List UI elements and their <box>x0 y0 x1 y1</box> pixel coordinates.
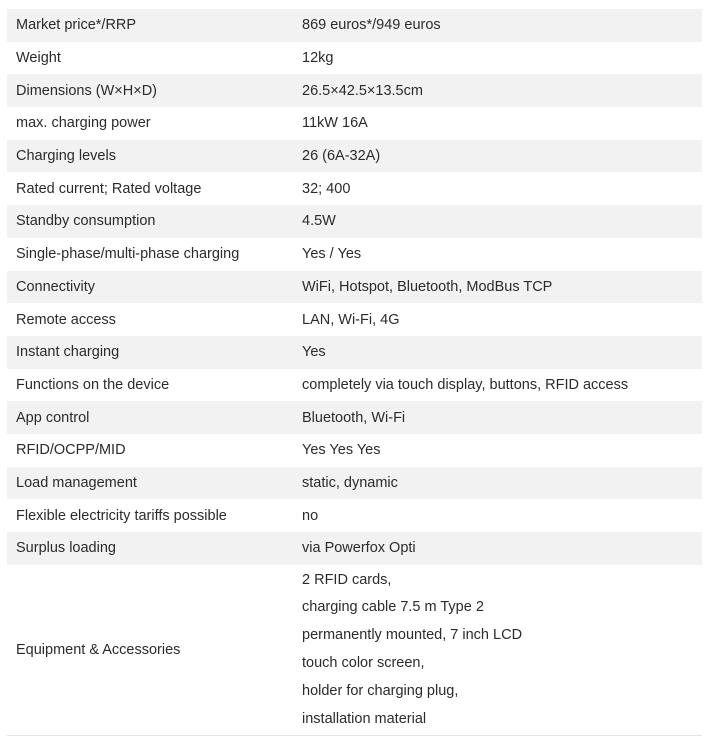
spec-value: 869 euros*/949 euros <box>302 17 441 34</box>
spec-label: Single-phase/multi-phase charging <box>16 246 240 263</box>
spec-label: Market price*/RRP <box>16 17 137 34</box>
spec-value: Bluetooth, Wi-Fi <box>302 409 406 426</box>
equipment-line: installation material <box>302 710 427 727</box>
spec-value: LAN, Wi-Fi, 4G <box>302 311 400 328</box>
spec-label: Equipment & Accessories <box>16 642 181 659</box>
spec-value: 12kg <box>302 50 334 67</box>
equipment-row <box>7 565 702 736</box>
spec-value: 26 (6A-32A) <box>302 148 381 165</box>
equipment-line: permanently mounted, 7 inch LCD <box>302 627 523 644</box>
spec-table <box>7 9 702 735</box>
spec-value: Yes <box>302 344 326 361</box>
table-row <box>7 336 702 369</box>
spec-label: Flexible electricity tariffs possible <box>16 507 227 524</box>
spec-value: Yes / Yes <box>302 246 362 263</box>
table-row <box>7 532 702 565</box>
spec-label: max. charging power <box>16 115 151 132</box>
equipment-value <box>293 565 702 736</box>
equipment-line: 2 RFID cards, <box>302 571 392 588</box>
table-row <box>7 303 702 336</box>
table-row <box>7 205 702 238</box>
table-row <box>7 238 702 271</box>
spec-value: no <box>302 507 319 524</box>
spec-value: completely via touch display, buttons, RFID access <box>302 376 629 393</box>
spec-label: Standby consumption <box>16 213 156 230</box>
table-row <box>7 369 702 402</box>
equipment-line: holder for charging plug, <box>302 682 459 699</box>
spec-value: 11kW 16A <box>302 115 368 132</box>
spec-label: Charging levels <box>16 148 116 165</box>
table-row <box>7 434 702 467</box>
table-row <box>7 271 702 304</box>
equipment-line: charging cable 7.5 m Type 2 <box>302 599 484 616</box>
spec-label: Rated current; Rated voltage <box>16 180 202 197</box>
spec-value: 32; 400 <box>302 180 351 197</box>
spec-value: WiFi, Hotspot, Bluetooth, ModBus TCP <box>302 278 553 295</box>
table-row <box>7 499 702 532</box>
spec-value: static, dynamic <box>302 474 398 491</box>
spec-label: Connectivity <box>16 278 95 295</box>
spec-value: Yes Yes Yes <box>302 442 381 459</box>
spec-value: via Powerfox Opti <box>302 540 416 557</box>
spec-label: RFID/OCPP/MID <box>16 442 126 459</box>
spec-label: Instant charging <box>16 344 120 361</box>
spec-label: Surplus loading <box>16 540 116 557</box>
spec-value: 4.5W <box>302 213 336 230</box>
spec-label: Load management <box>16 474 137 491</box>
spec-label: Dimensions (W×H×D) <box>16 82 157 99</box>
table-row <box>7 140 702 173</box>
spec-table-body <box>7 9 702 735</box>
table-row <box>7 172 702 205</box>
table-row <box>7 107 702 140</box>
table-row <box>7 74 702 107</box>
table-row <box>7 401 702 434</box>
spec-label: App control <box>16 409 90 426</box>
table-row <box>7 9 702 42</box>
spec-label: Remote access <box>16 311 116 328</box>
spec-label: Weight <box>16 50 61 67</box>
spec-label: Functions on the device <box>16 376 170 393</box>
equipment-line: touch color screen, <box>302 655 425 672</box>
spec-value: 26.5×42.5×13.5cm <box>302 82 423 99</box>
table-bottom-divider <box>7 735 702 736</box>
table-row <box>7 467 702 500</box>
table-row <box>7 42 702 75</box>
